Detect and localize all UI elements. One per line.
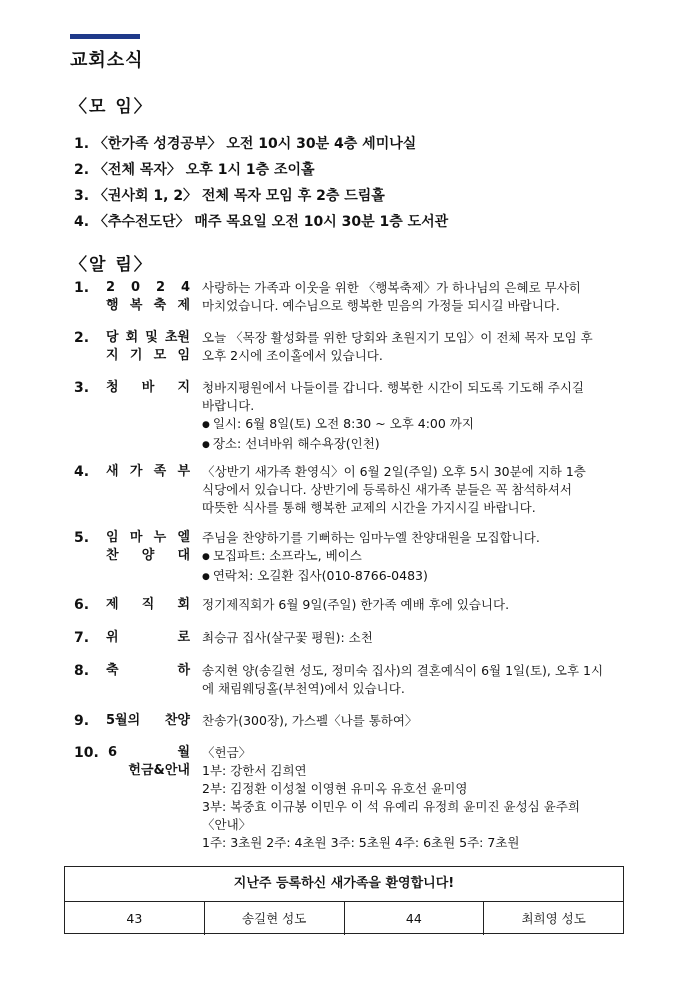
notice-line: 최승규 집사(살구꽃 평원): 소천 (202, 630, 373, 645)
notice-body (190, 712, 634, 730)
notice-item-2 (74, 329, 634, 365)
notice-body (190, 463, 634, 517)
label-char: 찬양 (164, 713, 190, 728)
notice-item-10 (74, 744, 634, 852)
notice-label (106, 529, 190, 587)
meeting-item: 4. 〈추수전도단〉 매주 목요일 오전 10시 30분 1층 도서관 (74, 214, 449, 230)
notice-line: 〈상반기 새가족 환영식〉이 6월 2일(주일) 오후 5시 30분에 지하 1층 (202, 464, 586, 479)
notice-body (190, 529, 634, 587)
label-char: 양 (141, 548, 155, 563)
label-char: 제 (177, 298, 190, 313)
label-char: 6 (108, 745, 118, 760)
notice-line: 따뜻한 식사를 통해 행복한 교제의 시간을 가지시길 바랍니다. (202, 500, 536, 515)
notice-number: 9. (74, 713, 90, 729)
welcome-cell: 송길현 성도 (205, 902, 345, 935)
notice-line: 사랑하는 가족과 이웃을 위한 〈행복축제〉가 하나님의 은혜로 무사히 (202, 280, 581, 295)
label-char: 족 (153, 464, 167, 479)
notice-line: 정기제직회가 6월 9일(주일) 한가족 예배 후에 있습니다. (202, 597, 510, 612)
label-char: 바 (141, 380, 155, 395)
label-char: 임 (106, 530, 119, 545)
meetings-list (74, 131, 634, 235)
notice-number: 6. (74, 597, 90, 613)
label-char: 초원 (164, 330, 190, 345)
label-char: 헌금&안내 (128, 763, 190, 778)
notice-line: 찬송가(300장), 가스펠〈나를 통하여〉 (202, 713, 418, 728)
label-char: 2 (106, 280, 116, 295)
notice-body (190, 379, 634, 455)
notice-body (190, 596, 634, 614)
notice-number: 5. (74, 530, 90, 546)
notice-label (106, 379, 190, 455)
notice-line: 에 채림웨딩홀(부천역)에서 있습니다. (202, 681, 405, 696)
notice-line: 청바지평원에서 나들이를 갑니다. 행복한 시간이 되도록 기도해 주시길 (202, 380, 584, 395)
notice-body (190, 629, 634, 647)
notice-item-6 (74, 596, 634, 614)
notice-bullet-line: ● 모집파트: 소프라노, 베이스 (202, 547, 634, 567)
welcome-cell: 43 (65, 902, 205, 935)
notice-line: 〈헌금〉 (202, 745, 252, 760)
notice-body (190, 329, 634, 365)
notice-item-5 (74, 529, 634, 587)
label-char: 0 (130, 280, 141, 295)
label-char: 축 (106, 663, 119, 678)
label-char: 임 (177, 348, 190, 363)
notice-item-8 (74, 662, 634, 698)
welcome-table-header: 지난주 등록하신 새가족을 환영합니다! (65, 867, 623, 902)
notice-item-4 (74, 463, 634, 517)
notice-label (106, 329, 190, 365)
notice-line: 마치었습니다. 예수님으로 행복한 믿음의 가정들 되시길 바랍니다. (202, 298, 560, 313)
notice-number: 8. (74, 663, 90, 679)
notice-line: 오늘 〈목장 활성화를 위한 당회와 초원지기 모임〉이 전체 목자 모임 후 (202, 330, 593, 345)
notice-label (106, 629, 190, 647)
welcome-table-row (65, 902, 623, 935)
notice-line: 주님을 찬양하기를 기뻐하는 임마누엘 찬양대원을 모집합니다. (202, 530, 540, 545)
notice-line: 오후 2시에 조이홀에서 있습니다. (202, 348, 383, 363)
notice-body (190, 279, 634, 315)
notice-bullet-line: ● 연락처: 오길환 집사(010-8766-0483) (202, 567, 634, 587)
notice-number: 1. (74, 280, 90, 296)
label-char: 제 (106, 597, 119, 612)
label-char: 회 (125, 330, 139, 345)
notice-number: 2. (74, 330, 90, 346)
notice-line: 2부: 김정환 이성철 이영현 유미옥 유호선 윤미영 (202, 781, 468, 796)
notice-label (106, 463, 190, 517)
welcome-cell: 최희영 성도 (521, 911, 586, 926)
meetings-section-title: 〈모 임〉 (70, 97, 153, 117)
label-char: 4 (180, 280, 190, 295)
notice-body (190, 662, 634, 698)
welcome-cell: 44 (345, 902, 485, 935)
notice-number: 3. (74, 380, 90, 396)
meeting-item: 3. 〈권사회 1, 2〉 전체 목자 모임 후 2층 드림홀 (74, 188, 385, 204)
label-char: 당 (106, 330, 119, 345)
label-char: 부 (177, 464, 190, 479)
notice-line: 식당에서 있습니다. 상반기에 등록하신 새가족 분들은 꼭 참석하셔서 (202, 482, 572, 497)
label-char: 찬 (106, 548, 119, 563)
notice-bullet-line: ● 일시: 6월 8일(토) 오전 8:30 ~ 오후 4:00 까지 (202, 415, 634, 435)
notice-number: 10. (74, 745, 99, 761)
notice-item-1 (74, 279, 634, 315)
label-char: 기 (129, 348, 143, 363)
label-char: 회 (177, 597, 190, 612)
label-char: 지 (106, 348, 119, 363)
label-char: 위 (106, 630, 119, 645)
meeting-item: 2. 〈전체 목자〉 오후 1시 1층 조이홀 (74, 162, 315, 178)
label-char: 새 (106, 464, 119, 479)
label-char: 누 (153, 530, 167, 545)
meeting-item: 1. 〈한가족 성경공부〉 오전 10시 30분 4층 세미나실 (74, 136, 417, 152)
label-char: 5월의 (106, 713, 141, 728)
notice-item-9 (74, 712, 634, 730)
label-char: 및 (145, 330, 158, 345)
notice-item-7 (74, 629, 634, 647)
notice-bullet-line: ● 장소: 선녀바위 해수욕장(인천) (202, 435, 634, 455)
notice-body (190, 744, 634, 852)
notice-number: 4. (74, 464, 90, 480)
notice-label (106, 662, 190, 698)
label-char: 복 (129, 298, 143, 313)
notice-label (106, 712, 190, 730)
notice-line: 〈안내〉 (202, 817, 252, 832)
notice-label (106, 279, 190, 315)
new-family-welcome-table (64, 866, 624, 934)
label-char: 2 (155, 280, 166, 295)
label-char: 엘 (177, 530, 190, 545)
notice-number: 7. (74, 630, 90, 646)
header-accent-bar (70, 34, 140, 39)
notice-line: 1부: 강한서 김희연 (202, 763, 307, 778)
notice-item-3 (74, 379, 634, 455)
label-char: 모 (153, 348, 167, 363)
notice-label (106, 596, 190, 614)
notice-line: 3부: 복중효 이규봉 이민우 이 석 유예리 유정희 윤미진 윤성심 윤주희 (202, 799, 580, 814)
label-char: 대 (177, 548, 190, 563)
notice-label (106, 744, 190, 852)
label-char: 청 (106, 380, 119, 395)
notices-section-title: 〈알 림〉 (70, 255, 153, 275)
page-title: 교회소식 (70, 50, 144, 71)
label-char: 월 (177, 745, 190, 760)
label-char: 가 (129, 464, 143, 479)
label-char: 하 (177, 663, 190, 678)
notice-line: 송지현 양(송길현 성도, 정미숙 집사)의 결혼예식이 6월 1일(토), 오후 1시 (202, 663, 604, 678)
label-char: 행 (106, 298, 119, 313)
label-char: 축 (153, 298, 167, 313)
label-char: 지 (177, 380, 190, 395)
label-char: 직 (141, 597, 155, 612)
notice-line: 바랍니다. (202, 398, 255, 413)
label-char: 로 (177, 630, 190, 645)
notice-line: 1주: 3초원 2주: 4초원 3주: 5초원 4주: 6초원 5주: 7초원 (202, 835, 520, 850)
label-char: 마 (129, 530, 143, 545)
